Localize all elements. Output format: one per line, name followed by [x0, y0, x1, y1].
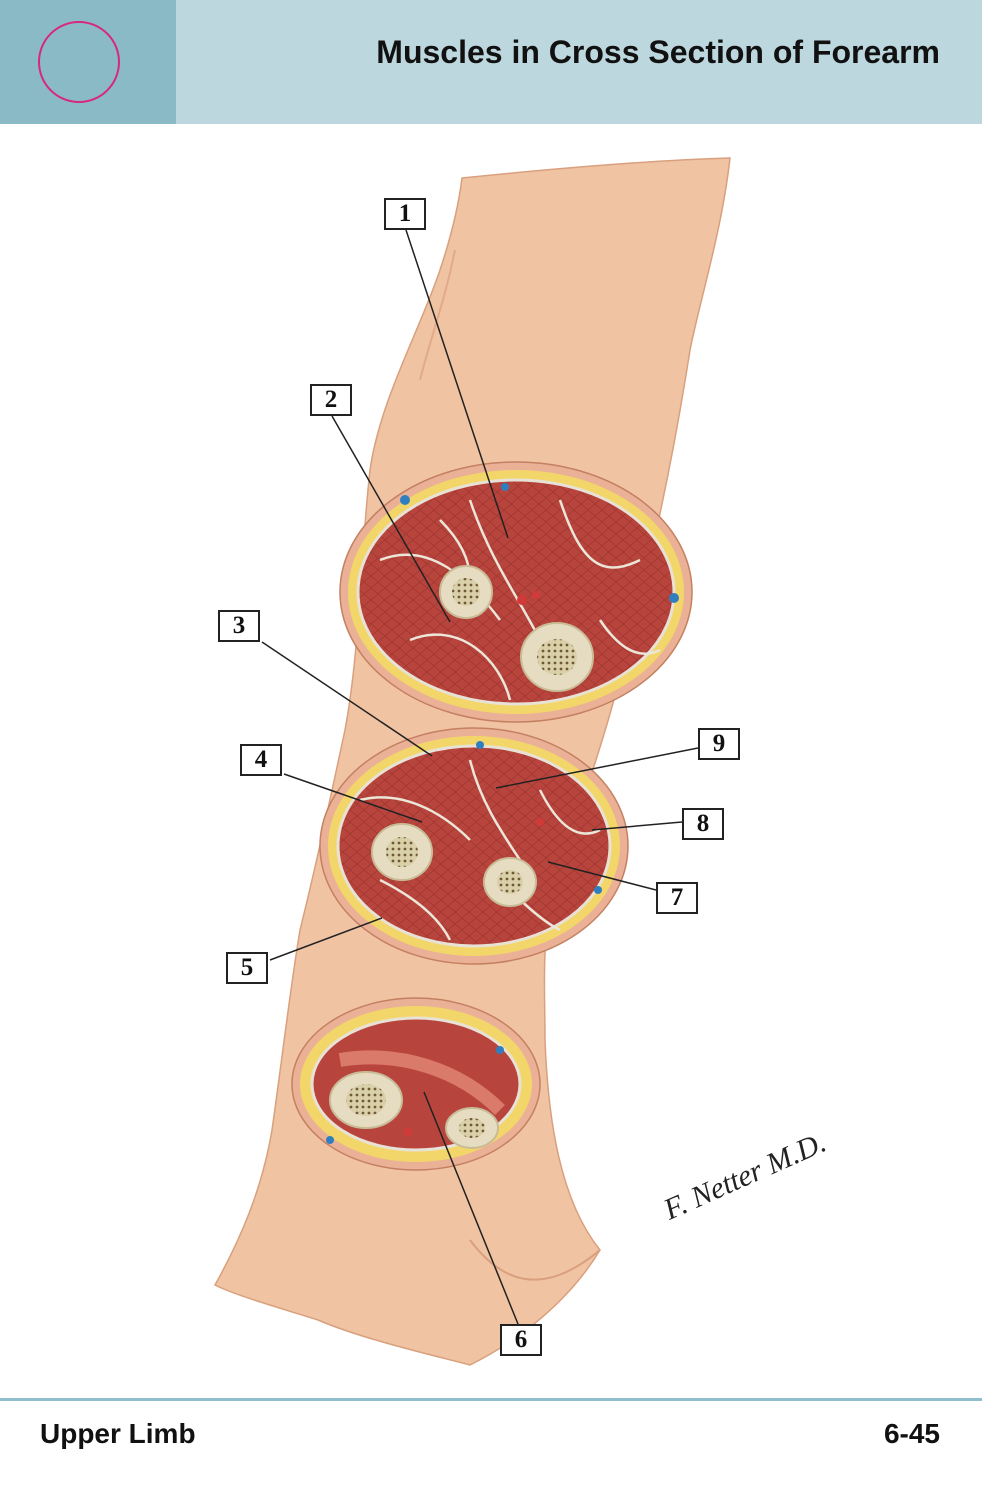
page-title: Muscles in Cross Section of Forearm	[376, 34, 940, 70]
label-9[interactable]: 9	[698, 728, 740, 760]
label-8[interactable]: 8	[682, 808, 724, 840]
label-4[interactable]: 4	[240, 744, 282, 776]
netter-signature	[658, 1126, 831, 1227]
checkbox-circle-icon[interactable]	[38, 21, 120, 103]
footer-section: Upper Limb	[40, 1418, 196, 1449]
label-2[interactable]: 2	[310, 384, 352, 416]
label-6[interactable]: 6	[500, 1324, 542, 1356]
footer-divider	[0, 1398, 982, 1401]
label-7[interactable]: 7	[656, 882, 698, 914]
label-5[interactable]: 5	[226, 952, 268, 984]
cross-section-distal	[292, 998, 540, 1170]
header-tab	[0, 0, 176, 124]
svg-text:F. Netter M.D.: F. Netter M.D.	[658, 1125, 832, 1227]
forearm-illustration	[0, 124, 982, 1398]
cross-section-middle	[320, 728, 628, 964]
header-bar	[0, 0, 982, 124]
label-3[interactable]: 3	[218, 610, 260, 642]
label-1[interactable]: 1	[384, 198, 426, 230]
cross-section-proximal	[340, 462, 692, 722]
footer-page-number: 6-45	[883, 1418, 940, 1449]
